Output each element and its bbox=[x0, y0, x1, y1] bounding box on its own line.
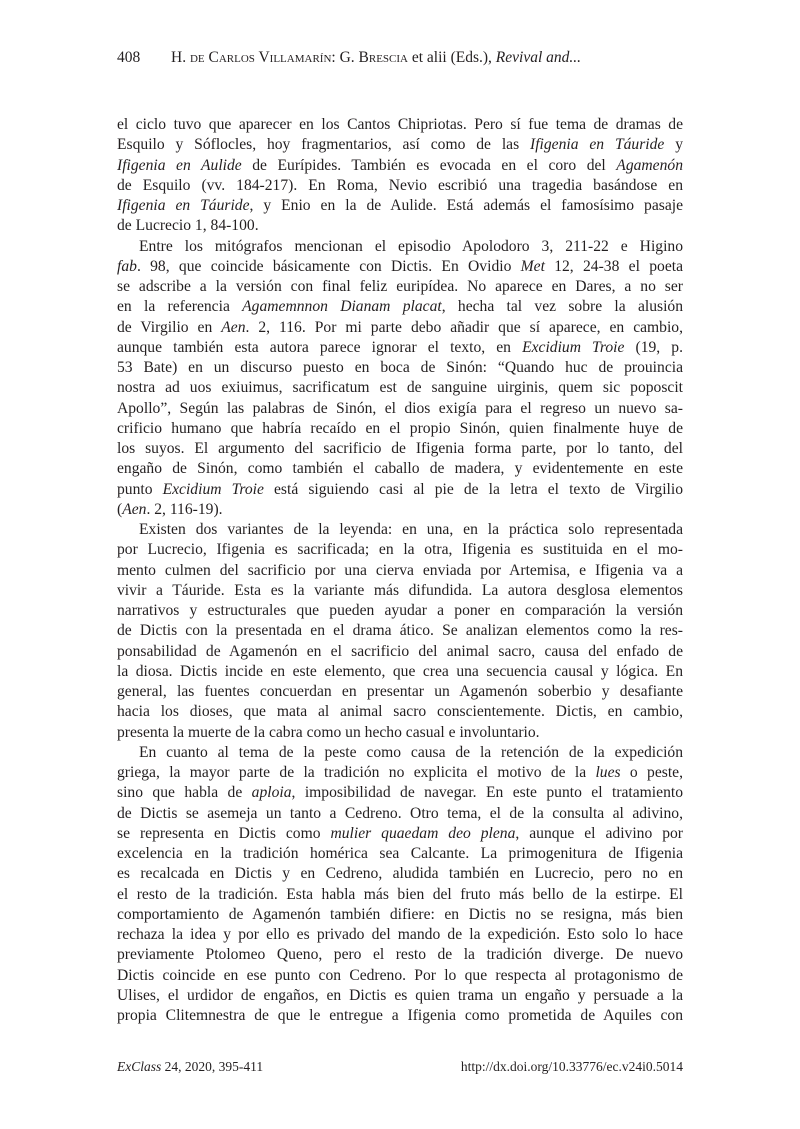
text-line bbox=[117, 581, 683, 601]
book-title: Revival and... bbox=[495, 49, 582, 66]
italic-text: Excidium Troie bbox=[162, 480, 264, 498]
text-line bbox=[117, 763, 683, 783]
italic-text: Ifigenia en Táuride bbox=[117, 197, 250, 214]
text-run: En cuanto al tema de la peste como causa de la retención de la expedición bbox=[139, 743, 683, 761]
text-run: ( bbox=[117, 500, 123, 518]
text-run: comportamiento de Agamenón también difiere: en Dictis no se resigna, más bien bbox=[117, 905, 683, 923]
text-line bbox=[117, 419, 683, 439]
body-text bbox=[117, 115, 683, 1026]
text-line bbox=[117, 277, 683, 297]
italic-text: Aen bbox=[122, 500, 147, 518]
text-line bbox=[117, 743, 683, 763]
text-line bbox=[117, 601, 683, 621]
text-line bbox=[117, 297, 683, 317]
running-head bbox=[117, 48, 683, 68]
text-run: , aunque el adivino por bbox=[515, 824, 683, 842]
text-line bbox=[117, 439, 683, 459]
text-line bbox=[117, 561, 683, 581]
text-run: la diosa. Dictis incide en este elemento, que crea una secuencia causal y lógica. En bbox=[117, 662, 683, 680]
page-number: 408 bbox=[117, 49, 141, 66]
text-run: . 2, 116-19). bbox=[146, 500, 223, 518]
page-footer bbox=[117, 1058, 683, 1076]
text-run: general, las fuentes concuerdan en presentar un Agamenón soberbio y desafiante bbox=[117, 683, 683, 700]
text-run: , y Enio en la de Aulide. Está además el famosísimo pasaje bbox=[249, 197, 683, 214]
italic-text: Met bbox=[520, 257, 545, 275]
text-run: Ulises, el urdidor de engaños, en Dictis es quien trama un engaño y persuade a la bbox=[117, 986, 683, 1004]
text-line bbox=[117, 237, 683, 257]
text-line bbox=[117, 318, 683, 338]
text-run: está siguiendo casi al pie de la letra el texto de Virgilio bbox=[263, 480, 684, 498]
text-run: engaño de Sinón, como también el caballo de madera, y evidentemente en este bbox=[117, 460, 683, 478]
text-line bbox=[117, 459, 683, 479]
text-line bbox=[117, 176, 683, 196]
doi-link[interactable]: http://dx.doi.org/10.33776/ec.v24i0.5014 bbox=[460, 1059, 683, 1074]
journal-name: ExClass bbox=[117, 1059, 162, 1074]
reviewed-editor: G. Brescia bbox=[339, 49, 408, 66]
text-run: de Esquilo (vv. 184-217). En Roma, Nevio escribió una tragedia basándose en bbox=[117, 176, 683, 194]
text-run: previamente Ptolomeo Queno, pero el resto de la tradición diverge. De nuevo bbox=[117, 946, 683, 964]
italic-text: Agamenón bbox=[616, 156, 683, 174]
text-run: propia Clitemnestra de que le entregue a Ifigenia como prometida de Aquiles con bbox=[117, 1007, 683, 1024]
text-line bbox=[117, 156, 683, 176]
italic-text: Ifigenia en Aulide bbox=[117, 156, 242, 174]
italic-text: Agamemnnon Dianam placat bbox=[242, 298, 442, 316]
text-run: de Eurípides. También es evocada en el coro del bbox=[241, 156, 617, 174]
text-line bbox=[117, 824, 683, 844]
text-run: se adscribe a la versión con final feliz euripídea. No aparece en Dares, a no ser bbox=[117, 278, 683, 295]
text-run: 53 Bate) en un discurso puesto en boca de Sinón: “Quando huc de prouincia bbox=[117, 359, 683, 376]
text-run: vivir a Táuride. Esta es la variante más difundida. La autora desglosa elementos bbox=[117, 581, 683, 599]
text-run: ponsabilidad de Agamenón en el sacrificio del animal sacro, causa del enfado de bbox=[117, 642, 683, 660]
text-run: . 2, 116. Por mi parte debo añadir que sí aparece, en cambio, bbox=[245, 318, 683, 336]
italic-text: Ifigenia en Táuride bbox=[530, 136, 665, 154]
text-run: presenta la muerte de la cabra como un hecho casual e involuntario. bbox=[117, 723, 540, 741]
text-run: griega, la mayor parte de la tradición no explicita el motivo de la bbox=[117, 764, 596, 781]
text-run: los suyos. El argumento del sacrificio de Ifigenia forma parte, por lo tanto, del bbox=[117, 440, 683, 457]
journal-citation bbox=[117, 1058, 263, 1076]
text-line bbox=[117, 925, 683, 945]
text-line bbox=[117, 338, 683, 358]
text-run: Dictis coincide en ese punto con Cedreno. Por lo que respecta al protagonismo de bbox=[117, 966, 683, 984]
text-run: de Lucrecio 1, 84-100. bbox=[117, 217, 259, 235]
text-run: punto bbox=[117, 480, 163, 498]
text-run: , hecha tal vez sobre la alusión bbox=[441, 298, 684, 316]
text-run: se representa en Dictis como bbox=[117, 824, 331, 842]
text-run: el resto de la tradición. Esta habla más bien del fruto más bello de la estirpe. El bbox=[117, 885, 683, 903]
text-run: . 98, que coincide básicamente con Dictis. En Ovidio bbox=[136, 257, 521, 275]
text-line bbox=[117, 885, 683, 905]
text-run: Apollo”, Según las palabras de Sinón, el dios exigía para el regreso un nuevo sa- bbox=[117, 399, 683, 417]
text-run: sino que habla de bbox=[117, 784, 252, 802]
text-run: narrativos y estructurales que pueden ayudar a poner en comparación la versión bbox=[117, 602, 683, 619]
text-run: (19, p. bbox=[624, 338, 683, 356]
et-alii: et alii (Eds.), bbox=[407, 49, 496, 66]
text-line bbox=[117, 945, 683, 965]
text-run: excelencia en la tradición homérica sea Calcante. La primogenitura de Ifigenia bbox=[117, 845, 683, 862]
text-line bbox=[117, 966, 683, 986]
text-run: de Dictis con la presentada en el drama ático. Se analizan elementos como la res- bbox=[117, 622, 683, 640]
text-run: Esquilo y Sóflocles, hoy fragmentarios, así como de las bbox=[117, 136, 531, 154]
text-run: o peste, bbox=[620, 764, 683, 781]
text-line bbox=[117, 682, 683, 702]
text-run: nostra ad uos exiuimus, sacrificatum est de sanguine uirginis, quem sic poposcit bbox=[117, 379, 683, 397]
text-line bbox=[117, 520, 683, 540]
text-run: aunque también esta autora parece ignorar el texto, en bbox=[117, 338, 523, 356]
italic-text: aploia bbox=[251, 784, 292, 802]
text-run: rechaza la idea y por ello es privado del mando de la expedición. Esto solo lo hace bbox=[117, 926, 683, 943]
text-line bbox=[117, 257, 683, 277]
text-line bbox=[117, 702, 683, 722]
text-line bbox=[117, 662, 683, 682]
text-line bbox=[117, 196, 683, 216]
text-run: y bbox=[664, 136, 683, 154]
text-run: Entre los mitógrafos mencionan el episodio Apolodoro 3, 211-22 e Higino bbox=[139, 237, 683, 255]
text-line bbox=[117, 540, 683, 560]
text-line bbox=[117, 480, 683, 500]
text-line bbox=[117, 500, 683, 520]
text-line bbox=[117, 216, 683, 236]
journal-volume: 24, 2020, 395-411 bbox=[161, 1059, 264, 1074]
text-run: crificio humano que habría recaído en el propio Sinón, quien finalmente huye de bbox=[117, 419, 683, 437]
text-run: Existen dos variantes de la leyenda: en una, en la práctica solo representada bbox=[139, 521, 683, 538]
text-run: en la referencia bbox=[117, 298, 243, 316]
text-line bbox=[117, 986, 683, 1006]
text-run: mento culmen del sacrificio por una cierva enviada por Artemisa, e Ifigenia va a bbox=[117, 561, 683, 579]
text-line bbox=[117, 621, 683, 641]
italic-text: Excidium Troie bbox=[522, 338, 625, 356]
text-line bbox=[117, 1006, 683, 1026]
text-line bbox=[117, 864, 683, 884]
text-line bbox=[117, 358, 683, 378]
text-line bbox=[117, 399, 683, 419]
text-run: por Lucrecio, Ifigenia es sacrificada; en la otra, Ifigenia es sustituida en el mo- bbox=[117, 541, 683, 559]
text-run: de Virgilio en bbox=[117, 318, 222, 336]
text-run: 12, 24-38 el poeta bbox=[544, 257, 683, 275]
text-line bbox=[117, 642, 683, 662]
text-run: , imposibilidad de navegar. En este punto el tratamiento bbox=[291, 784, 683, 802]
text-line bbox=[117, 844, 683, 864]
italic-text: lues bbox=[595, 764, 621, 781]
text-line bbox=[117, 905, 683, 925]
text-line bbox=[117, 783, 683, 803]
header-separator: : bbox=[331, 49, 340, 66]
italic-text: mulier quaedam deo plena bbox=[330, 824, 516, 842]
text-run: el ciclo tuvo que aparecer en los Cantos Chipriotas. Pero sí fue tema de dramas de bbox=[117, 116, 683, 133]
text-line bbox=[117, 378, 683, 398]
italic-text: fab bbox=[117, 257, 137, 275]
text-line bbox=[117, 804, 683, 824]
italic-text: Aen bbox=[221, 318, 246, 336]
text-line bbox=[117, 135, 683, 155]
text-run: es recalcada en Dictis y en Cedreno, aludida también en Lucrecio, pero no en bbox=[117, 865, 683, 883]
text-run: hacia los dioses, que mata al animal sacro conscientemente. Dictis, en cambio, bbox=[117, 703, 683, 721]
text-line bbox=[117, 115, 683, 135]
reviewer-author: H. de Carlos Villamarín bbox=[171, 49, 332, 66]
text-line bbox=[117, 723, 683, 743]
text-run: de Dictis se asemeja un tanto a Cedreno. Otro tema, el de la consulta al adivino, bbox=[117, 804, 683, 822]
